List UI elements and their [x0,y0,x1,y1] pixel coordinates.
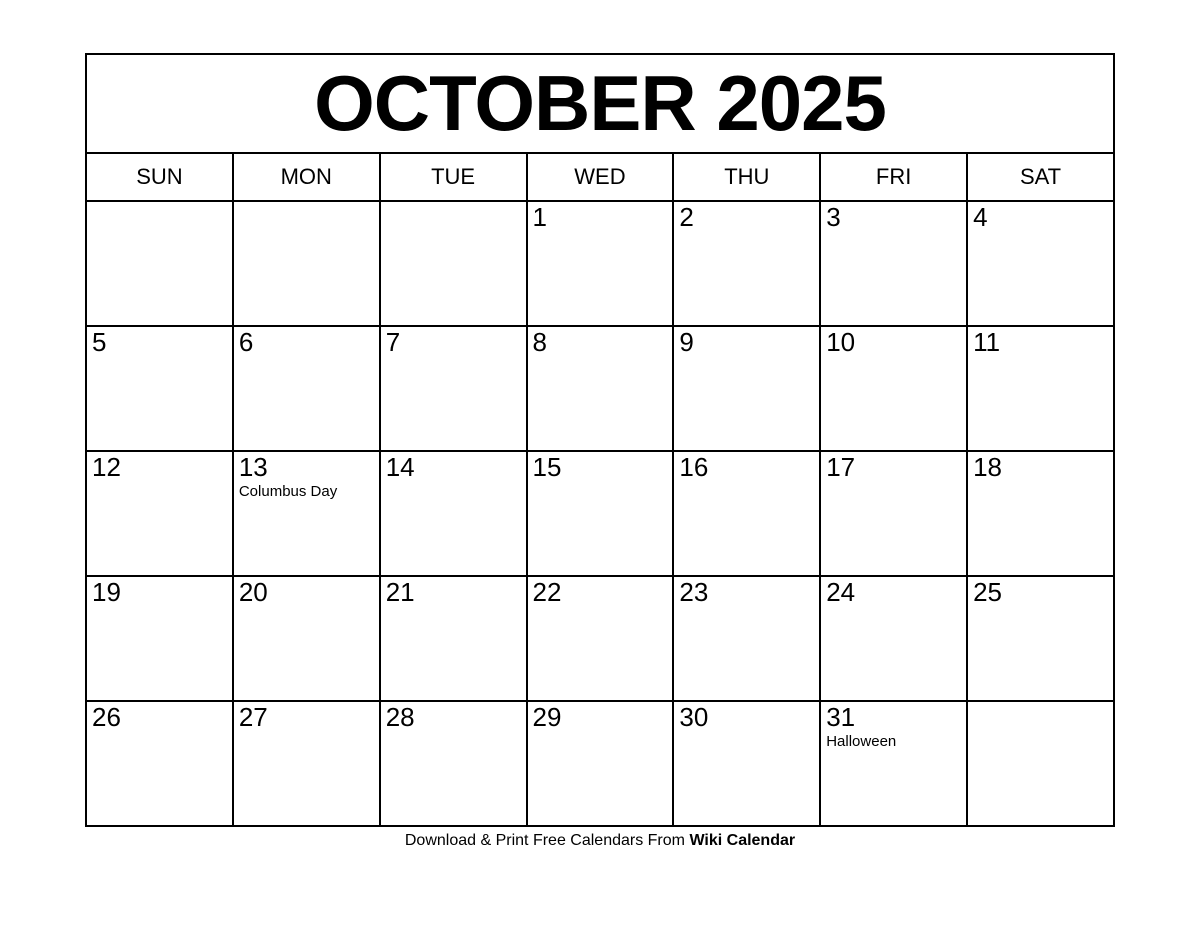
day-cell-empty [233,201,380,326]
day-number: 19 [92,577,121,607]
day-cell-10 [820,326,967,451]
day-cell-22 [527,576,674,701]
day-number: 6 [238,327,254,357]
day-number: 13 [238,452,268,482]
calendar-table [85,53,1115,827]
day-header-sat: SAT [967,153,1114,201]
day-number: 28 [385,702,415,732]
day-cell-24 [820,576,967,701]
day-header-sun: SUN [86,153,233,201]
footer-text: Download & Print Free Calendars From [404,832,690,849]
day-cell-9 [673,326,820,451]
day-cell-19 [86,576,233,701]
day-number: 4 [973,202,988,232]
calendar-title: OCTOBER 2025 [86,54,1114,153]
day-number: 2 [679,202,694,232]
day-number: 24 [826,577,856,607]
day-number: 31 [826,702,856,732]
day-cell-31 [820,701,967,826]
day-cell-3 [820,201,967,326]
day-header-wed: WED [527,153,674,201]
day-number: 14 [385,452,415,482]
day-header-mon: MON [233,153,380,201]
day-number: 21 [385,577,415,607]
day-number: 12 [92,452,121,482]
day-number: 5 [92,327,107,357]
day-cell-empty [967,701,1114,826]
day-number: 1 [532,202,547,232]
day-number: 29 [532,702,562,732]
day-cell-8 [527,326,674,451]
day-cell-14 [380,451,527,576]
day-number: 25 [973,577,1002,607]
day-number: 22 [532,577,562,607]
week-row [86,326,1114,451]
day-cell-11 [967,326,1114,451]
day-header-tue: TUE [380,153,527,201]
day-cell-23 [673,576,820,701]
day-cell-17 [820,451,967,576]
day-cell-25 [967,576,1114,701]
day-number: 17 [826,452,856,482]
day-header-fri: FRI [820,153,967,201]
day-cell-26 [86,701,233,826]
day-cell-15 [527,451,674,576]
day-cell-empty [380,201,527,326]
day-cell-1 [527,201,674,326]
day-cell-16 [673,451,820,576]
week-row [86,576,1114,701]
day-cell-18 [967,451,1114,576]
day-number: 26 [92,702,121,732]
day-cell-20 [233,576,380,701]
day-cell-13 [233,451,380,576]
day-number: 23 [679,577,709,607]
day-number: 18 [973,452,1002,482]
week-row [86,451,1114,576]
day-cell-28 [380,701,527,826]
day-cell-5 [86,326,233,451]
day-number: 10 [826,327,856,357]
day-cell-27 [233,701,380,826]
day-cell-29 [527,701,674,826]
day-cell-7 [380,326,527,451]
day-cell-21 [380,576,527,701]
day-header-thu: THU [673,153,820,201]
day-number: 7 [385,327,401,357]
day-cell-empty [86,201,233,326]
day-number: 8 [532,327,547,357]
halloween-label: Halloween [826,732,897,750]
day-cell-30 [673,701,820,826]
day-number: 20 [238,577,268,607]
day-header-row [86,153,1114,201]
week-row [86,701,1114,826]
title-row [86,54,1114,153]
day-cell-12 [86,451,233,576]
calendar-page [85,53,1115,850]
day-number: 3 [826,202,841,232]
day-number: 15 [532,452,562,482]
footer-credit [85,831,1115,850]
week-row [86,201,1114,326]
day-number: 9 [679,327,694,357]
footer-brand-link[interactable]: Wiki Calendar [689,832,796,849]
day-number: 11 [973,327,1001,357]
day-cell-2 [673,201,820,326]
day-cell-6 [233,326,380,451]
columbus-day-label: Columbus Day [238,482,338,500]
day-number: 16 [679,452,709,482]
day-cell-4 [967,201,1114,326]
day-number: 27 [238,702,268,732]
day-number: 30 [679,702,709,732]
